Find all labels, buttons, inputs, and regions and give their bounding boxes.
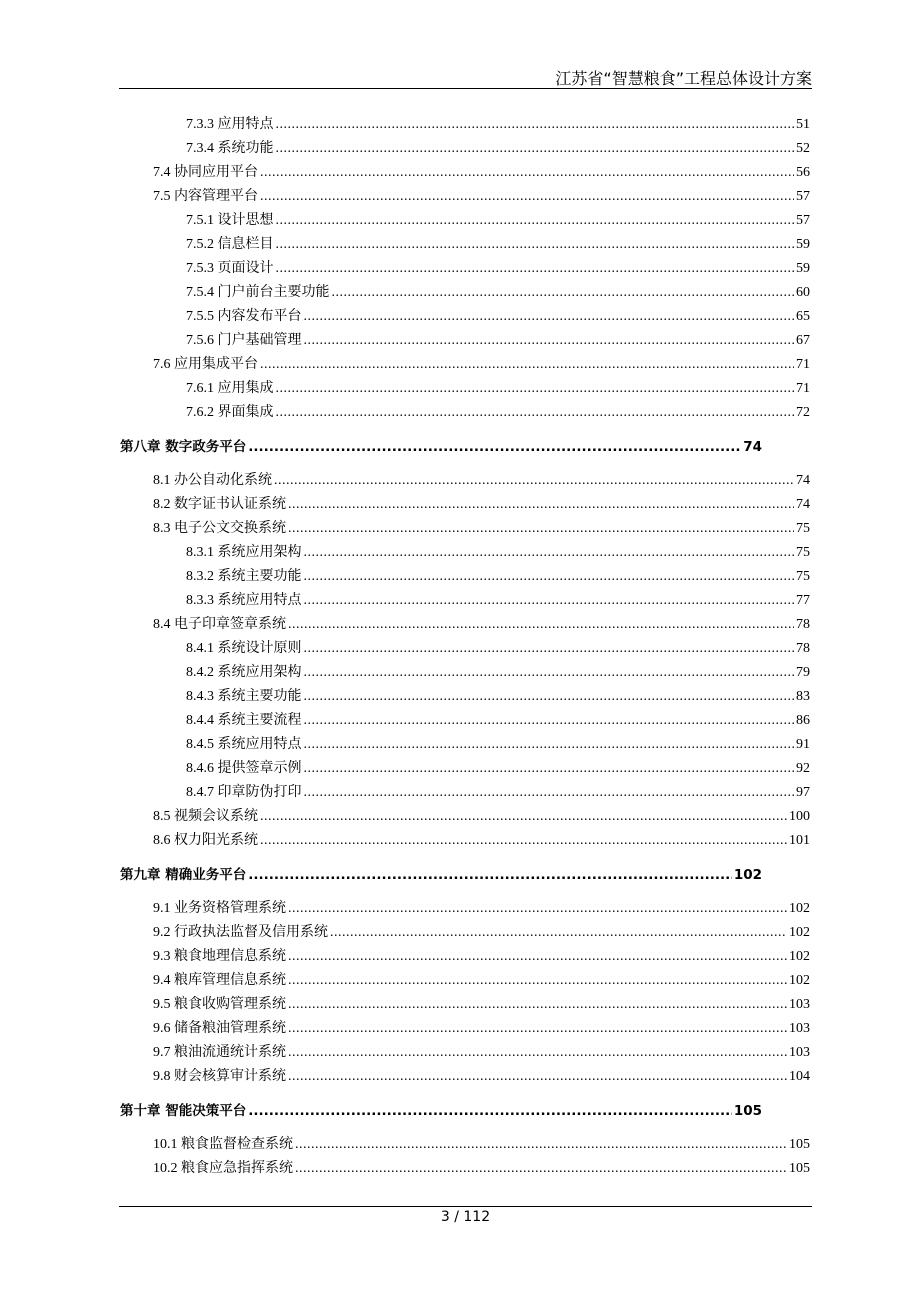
toc-entry[interactable] bbox=[153, 969, 810, 991]
toc-entry-label: 第八章 数字政务平台 bbox=[120, 439, 247, 455]
toc-entry-label: 7.3.4 系统功能 bbox=[186, 141, 274, 156]
toc-entry-label: 7.5.5 内容发布平台 bbox=[186, 309, 302, 324]
page-number: 3 / 112 bbox=[440, 1209, 491, 1225]
toc-entry-label: 8.5 视频会议系统 bbox=[153, 809, 258, 824]
toc-entry-label: 7.6 应用集成平台 bbox=[153, 357, 258, 372]
toc-leader-dots bbox=[304, 333, 795, 349]
toc-entry-label: 8.3.3 系统应用特点 bbox=[186, 593, 302, 608]
toc-leader-dots bbox=[304, 689, 795, 705]
toc-entry-page: 102 bbox=[789, 973, 810, 988]
toc-entry[interactable] bbox=[153, 613, 810, 635]
toc-entry-page: 105 bbox=[733, 1103, 762, 1119]
toc-entry-page: 78 bbox=[796, 617, 810, 632]
toc-leader-dots bbox=[276, 213, 795, 229]
toc-entry-label: 7.5.1 设计思想 bbox=[186, 213, 274, 228]
toc-entry-page: 102 bbox=[733, 867, 762, 883]
toc-entry[interactable] bbox=[153, 1065, 810, 1087]
toc-entry[interactable] bbox=[153, 1017, 810, 1039]
toc-entry-page: 105 bbox=[789, 1137, 810, 1152]
toc-entry[interactable] bbox=[153, 1157, 810, 1179]
toc-entry[interactable] bbox=[186, 709, 810, 731]
toc-entry-page: 103 bbox=[789, 997, 810, 1012]
toc-entry-label: 7.5 内容管理平台 bbox=[153, 189, 258, 204]
toc-entry-page: 57 bbox=[796, 213, 810, 228]
toc-entry-label: 10.1 粮食监督检查系统 bbox=[153, 1137, 293, 1152]
toc-leader-dots bbox=[288, 617, 794, 633]
toc-entry-page: 102 bbox=[789, 925, 810, 940]
toc-entry-label: 8.4.7 印章防伪打印 bbox=[186, 785, 302, 800]
toc-entry[interactable] bbox=[186, 209, 810, 231]
toc-entry[interactable] bbox=[153, 469, 810, 491]
toc-leader-dots bbox=[304, 569, 795, 585]
toc-entry[interactable] bbox=[153, 517, 810, 539]
toc-entry-label: 7.5.2 信息栏目 bbox=[186, 237, 274, 252]
toc-entry[interactable] bbox=[153, 993, 810, 1015]
toc-entry-label: 9.1 业务资格管理系统 bbox=[153, 901, 286, 916]
toc-leader-dots bbox=[276, 381, 795, 397]
toc-entry-label: 8.1 办公自动化系统 bbox=[153, 473, 272, 488]
toc-entry-label: 8.4.6 提供签章示例 bbox=[186, 761, 302, 776]
toc-entry-page: 65 bbox=[796, 309, 810, 324]
toc-entry-label: 8.6 权力阳光系统 bbox=[153, 833, 258, 848]
toc-entry-page: 71 bbox=[796, 381, 810, 396]
toc-leader-dots bbox=[276, 237, 795, 253]
toc-entry-label: 9.2 行政执法监督及信用系统 bbox=[153, 925, 328, 940]
toc-leader-dots bbox=[304, 641, 795, 657]
toc-entry[interactable] bbox=[186, 781, 810, 803]
toc-entry[interactable] bbox=[186, 637, 810, 659]
toc-entry[interactable] bbox=[186, 661, 810, 683]
toc-entry-label: 10.2 粮食应急指挥系统 bbox=[153, 1161, 293, 1176]
toc-entry-label: 8.4.3 系统主要功能 bbox=[186, 689, 302, 704]
toc-entry-label: 8.4 电子印章签章系统 bbox=[153, 617, 286, 632]
toc-entry-page: 74 bbox=[796, 497, 810, 512]
page-footer bbox=[119, 1206, 812, 1225]
toc-entry[interactable] bbox=[186, 685, 810, 707]
toc-leader-dots bbox=[288, 949, 787, 965]
toc-leader-dots bbox=[288, 497, 794, 513]
toc-entry[interactable] bbox=[153, 1041, 810, 1063]
toc-entry-page: 102 bbox=[789, 901, 810, 916]
toc-entry[interactable] bbox=[153, 493, 810, 515]
toc-entry[interactable] bbox=[186, 589, 810, 611]
toc-entry-page: 75 bbox=[796, 569, 810, 584]
toc-entry-page: 86 bbox=[796, 713, 810, 728]
toc-chapter-entry[interactable] bbox=[120, 1099, 762, 1121]
toc-entry-label: 8.2 数字证书认证系统 bbox=[153, 497, 286, 512]
toc-entry[interactable] bbox=[153, 921, 810, 943]
toc-entry-page: 59 bbox=[796, 237, 810, 252]
toc-entry[interactable] bbox=[186, 329, 810, 351]
toc-leader-dots bbox=[304, 545, 795, 561]
toc-leader-dots bbox=[288, 1045, 787, 1061]
toc-entry-label: 9.8 财会核算审计系统 bbox=[153, 1069, 286, 1084]
toc-entry-page: 102 bbox=[789, 949, 810, 964]
toc-entry-page: 72 bbox=[796, 405, 810, 420]
toc-entry-page: 78 bbox=[796, 641, 810, 656]
toc-leader-dots bbox=[304, 309, 795, 325]
toc-entry-page: 83 bbox=[796, 689, 810, 704]
toc-leader-dots bbox=[260, 165, 794, 181]
toc-entry-page: 59 bbox=[796, 261, 810, 276]
toc-entry-page: 100 bbox=[789, 809, 810, 824]
toc-leader-dots bbox=[276, 261, 795, 277]
toc-leader-dots bbox=[248, 867, 732, 883]
toc-entry[interactable] bbox=[153, 897, 810, 919]
toc-entry-label: 第十章 智能决策平台 bbox=[120, 1103, 247, 1119]
toc-leader-dots bbox=[330, 925, 787, 941]
toc-leader-dots bbox=[295, 1161, 787, 1177]
toc-leader-dots bbox=[288, 1021, 787, 1037]
toc-leader-dots bbox=[304, 713, 795, 729]
toc-entry-page: 101 bbox=[789, 833, 810, 848]
toc-entry-label: 9.7 粮油流通统计系统 bbox=[153, 1045, 286, 1060]
toc-entry[interactable] bbox=[186, 401, 810, 423]
toc-entry-page: 91 bbox=[796, 737, 810, 752]
toc-leader-dots bbox=[260, 833, 787, 849]
toc-entry-page: 74 bbox=[796, 473, 810, 488]
toc-leader-dots bbox=[288, 1069, 787, 1085]
toc-leader-dots bbox=[288, 521, 794, 537]
toc-entry-label: 8.4.4 系统主要流程 bbox=[186, 713, 302, 728]
toc-entry[interactable] bbox=[186, 305, 810, 327]
toc-entry-page: 77 bbox=[796, 593, 810, 608]
toc-entry[interactable] bbox=[186, 733, 810, 755]
toc-entry[interactable] bbox=[186, 113, 810, 135]
toc-chapter-entry[interactable] bbox=[120, 435, 762, 457]
toc-entry-page: 105 bbox=[789, 1161, 810, 1176]
toc-entry-page: 60 bbox=[796, 285, 810, 300]
toc-entry[interactable] bbox=[186, 137, 810, 159]
toc-leader-dots bbox=[288, 901, 787, 917]
toc-entry-label: 8.3.1 系统应用架构 bbox=[186, 545, 302, 560]
toc-entry-label: 8.3.2 系统主要功能 bbox=[186, 569, 302, 584]
toc-chapter-entry[interactable] bbox=[120, 863, 762, 885]
toc-entry-page: 71 bbox=[796, 357, 810, 372]
toc-entry-label: 9.5 粮食收购管理系统 bbox=[153, 997, 286, 1012]
toc-entry-page: 74 bbox=[743, 439, 762, 455]
toc-leader-dots bbox=[304, 761, 795, 777]
toc-entry[interactable] bbox=[153, 353, 810, 375]
toc-entry[interactable] bbox=[153, 829, 810, 851]
toc-entry-page: 92 bbox=[796, 761, 810, 776]
toc-entry-page: 79 bbox=[796, 665, 810, 680]
toc-entry[interactable] bbox=[186, 565, 810, 587]
toc-entry[interactable] bbox=[186, 233, 810, 255]
toc-entry-label: 7.3.3 应用特点 bbox=[186, 117, 274, 132]
toc-entry-page: 103 bbox=[789, 1045, 810, 1060]
toc-entry-page: 56 bbox=[796, 165, 810, 180]
toc-entry-label: 第九章 精确业务平台 bbox=[120, 867, 247, 883]
toc-entry-page: 97 bbox=[796, 785, 810, 800]
toc-leader-dots bbox=[304, 593, 795, 609]
toc-entry-label: 7.5.4 门户前台主要功能 bbox=[186, 285, 330, 300]
toc-entry-label: 8.4.5 系统应用特点 bbox=[186, 737, 302, 752]
toc-entry-label: 9.3 粮食地理信息系统 bbox=[153, 949, 286, 964]
toc-entry-label: 7.5.6 门户基础管理 bbox=[186, 333, 302, 348]
toc-leader-dots bbox=[248, 439, 741, 455]
toc-entry-label: 8.4.1 系统设计原则 bbox=[186, 641, 302, 656]
toc-entry-label: 8.3 电子公文交换系统 bbox=[153, 521, 286, 536]
toc-leader-dots bbox=[260, 357, 794, 373]
toc-entry-page: 103 bbox=[789, 1021, 810, 1036]
toc-leader-dots bbox=[304, 737, 795, 753]
toc-leader-dots bbox=[260, 189, 794, 205]
toc-entry[interactable] bbox=[153, 161, 810, 183]
toc-entry-page: 57 bbox=[796, 189, 810, 204]
toc-leader-dots bbox=[276, 405, 795, 421]
document-title: 江苏省“智慧粮食”工程总体设计方案 bbox=[555, 69, 812, 88]
toc-entry-label: 9.4 粮库管理信息系统 bbox=[153, 973, 286, 988]
toc-entry-page: 51 bbox=[796, 117, 810, 132]
toc-leader-dots bbox=[304, 665, 795, 681]
toc-entry[interactable] bbox=[186, 257, 810, 279]
toc-entry-page: 75 bbox=[796, 545, 810, 560]
toc-leader-dots bbox=[276, 141, 795, 157]
toc-leader-dots bbox=[304, 785, 795, 801]
toc-entry-label: 7.4 协同应用平台 bbox=[153, 165, 258, 180]
toc-entry-page: 104 bbox=[789, 1069, 810, 1084]
toc-leader-dots bbox=[276, 117, 795, 133]
toc-entry[interactable] bbox=[186, 541, 810, 563]
toc-entry[interactable] bbox=[186, 377, 810, 399]
toc-leader-dots bbox=[274, 473, 794, 489]
toc-entry[interactable] bbox=[186, 281, 810, 303]
toc-entry[interactable] bbox=[153, 1133, 810, 1155]
toc-entry-page: 75 bbox=[796, 521, 810, 536]
toc-entry-label: 9.6 储备粮油管理系统 bbox=[153, 1021, 286, 1036]
toc-entry[interactable] bbox=[153, 945, 810, 967]
toc-entry[interactable] bbox=[186, 757, 810, 779]
toc-entry-label: 8.4.2 系统应用架构 bbox=[186, 665, 302, 680]
toc-entry[interactable] bbox=[153, 805, 810, 827]
toc-entry-label: 7.5.3 页面设计 bbox=[186, 261, 274, 276]
toc-entry-page: 52 bbox=[796, 141, 810, 156]
toc-entry-page: 67 bbox=[796, 333, 810, 348]
toc-leader-dots bbox=[332, 285, 795, 301]
toc-leader-dots bbox=[288, 997, 787, 1013]
toc-leader-dots bbox=[260, 809, 787, 825]
toc-leader-dots bbox=[295, 1137, 787, 1153]
toc-leader-dots bbox=[288, 973, 787, 989]
toc-leader-dots bbox=[248, 1103, 732, 1119]
toc-entry-label: 7.6.2 界面集成 bbox=[186, 405, 274, 420]
toc-entry-label: 7.6.1 应用集成 bbox=[186, 381, 274, 396]
toc-entry[interactable] bbox=[153, 185, 810, 207]
